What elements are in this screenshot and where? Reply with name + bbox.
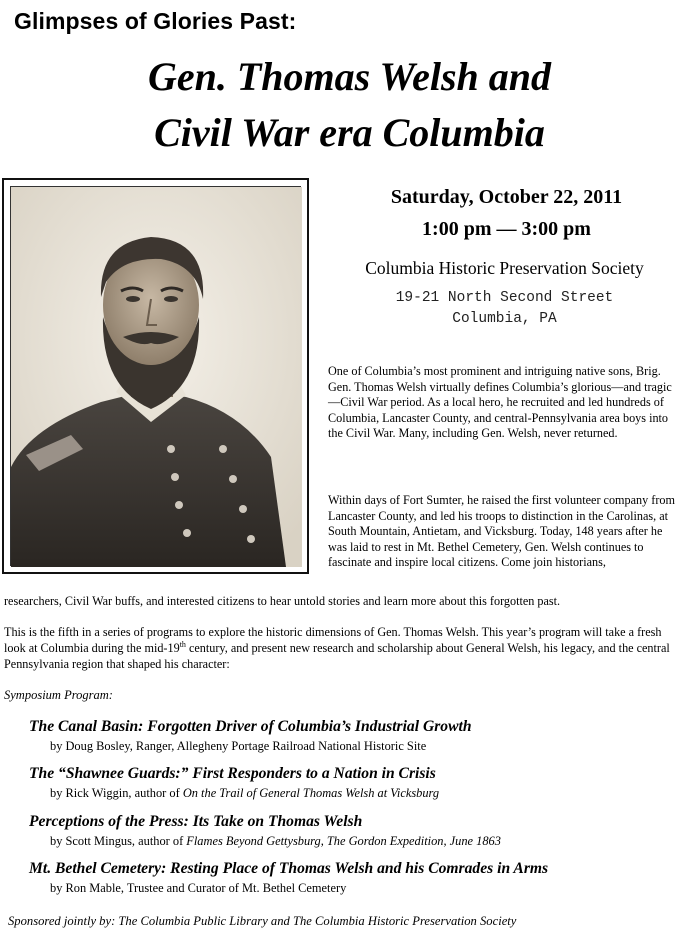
program-speaker	[50, 881, 346, 896]
host-organization: Columbia Historic Preservation Society	[365, 258, 644, 278]
history-paragraph-continued: researchers, Civil War buffs, and interested citizens to hear untold stories and learn more about this forgotten past.	[4, 594, 561, 608]
series-paragraph	[4, 624, 680, 672]
series-text-a: This is the fifth in a series of programs to explore the historic dimensions of Gen. Thomas Welsh. This year’s program will take a fresh look at Columbia during the mid-19	[4, 625, 662, 655]
history-paragraph: Within days of Fort Sumter, he raised the first volunteer company from Lancaster County, and led his troops to distinction in the Carolinas, at South Mountain, Antietam, and Vicksburg. Today, 148 years after he was laid to rest in Mt. Bethel Cemetery, Gen. Welsh continues to fascinate and inspire local citizens. Come join historians,	[328, 493, 675, 570]
address-city: Columbia, PA	[452, 311, 557, 327]
event-date: Saturday, October 22, 2011	[390, 186, 623, 208]
program-title: The Canal Basin: Forgotten Driver of Columbia’s Industrial Growth	[29, 718, 472, 735]
symposium-heading: Symposium Program:	[4, 688, 113, 702]
portrait-photo	[10, 186, 301, 566]
event-address	[326, 288, 683, 330]
intro-paragraph: One of Columbia’s most prominent and intriguing native sons, Brig. Gen. Thomas Welsh virtually defines Columbia’s glorious—and tragic—Civil War period. As a local hero, he recruited and led hundreds of Columbia, Lancaster County, and central-Pennsylvania area boys into the Civil War. Many, including Gen. Welsh, never returned.	[328, 364, 672, 441]
speaker-work: Flames Beyond Gettysburg, The Gordon Expedition, June 1863	[186, 834, 501, 848]
speaker-text: by Ron Mable, Trustee and Curator of Mt. Bethel Cemetery	[50, 881, 347, 895]
program-speaker	[50, 739, 426, 754]
program-speaker	[50, 834, 501, 849]
series-superscript: th	[179, 639, 186, 649]
speaker-work: On the Trail of General Thomas Welsh at Vicksburg	[182, 786, 440, 800]
speaker-text: by Scott Mingus, author of	[50, 834, 187, 848]
speaker-text: by Doug Bosley, Ranger, Allegheny Portage Railroad National Historic Site	[50, 739, 427, 753]
series-text-b: century, and present new research and scholarship about General Welsh, his legacy, and the central Pennsylvania region that shaped his character:	[4, 641, 670, 671]
program-title: The “Shawnee Guards:” First Responders to a Nation in Crisis	[29, 765, 436, 782]
portrait-frame	[2, 178, 309, 574]
program-speaker	[50, 786, 439, 801]
kicker-heading: Glimpses of Glories Past:	[14, 8, 297, 34]
title-line-2: Civil War era Columbia	[154, 110, 545, 155]
sponsor-line: Sponsored jointly by: The Columbia Public Library and The Columbia Historic Preservation Society	[8, 914, 517, 928]
speaker-text: by Rick Wiggin, author of	[50, 786, 183, 800]
title-line-1: Gen. Thomas Welsh and	[147, 54, 552, 99]
address-street: 19-21 North Second Street	[395, 290, 614, 306]
program-title: Mt. Bethel Cemetery: Resting Place of Thomas Welsh and his Comrades in Arms	[29, 860, 549, 877]
event-time: 1:00 pm — 3:00 pm	[422, 218, 591, 240]
general-portrait-image	[11, 187, 302, 567]
program-title: Perceptions of the Press: Its Take on Thomas Welsh	[29, 813, 363, 830]
